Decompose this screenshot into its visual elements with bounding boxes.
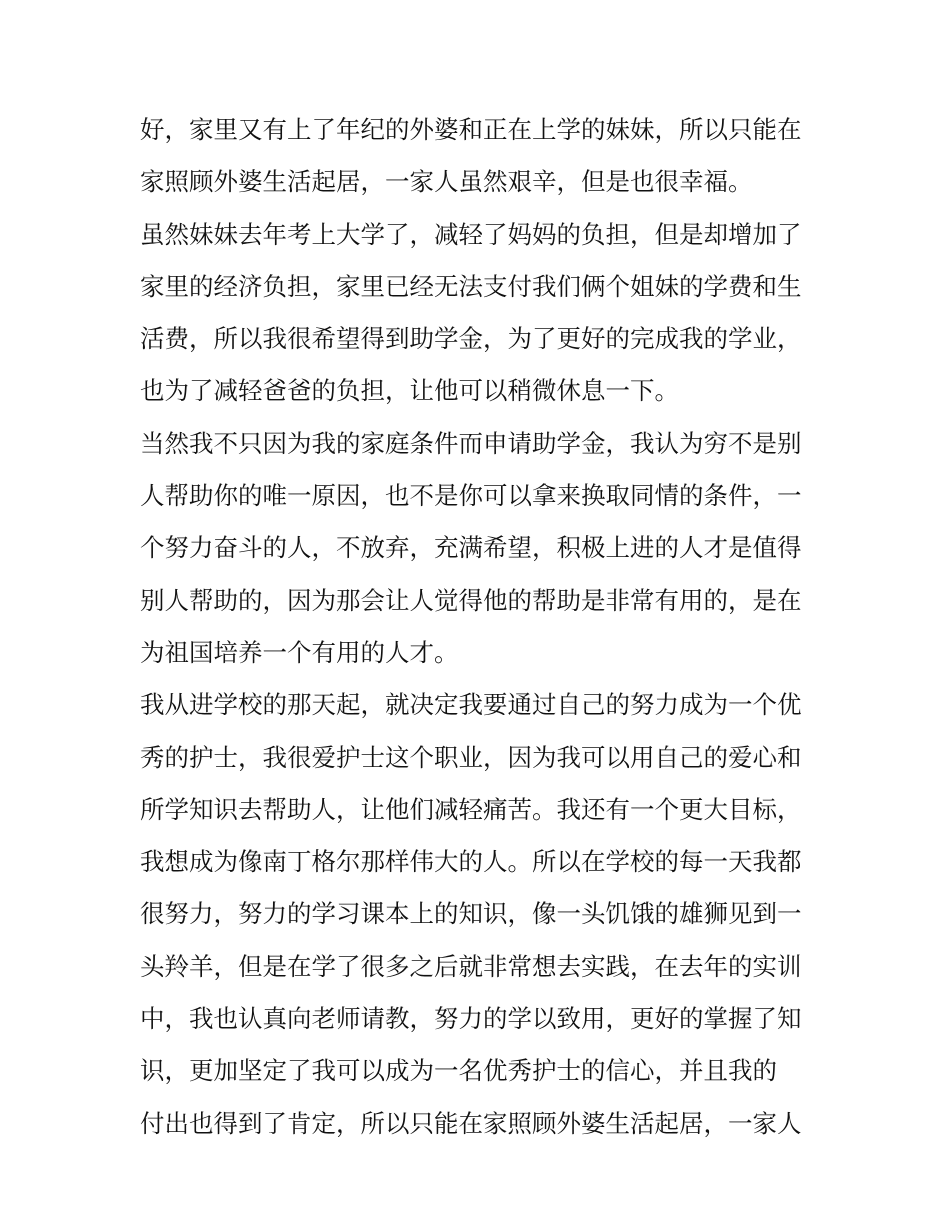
text-line: 个努力奋斗的人，不放弃，充满希望，积极上进的人才是值得 xyxy=(140,533,802,563)
text-line: 头羚羊，但是在学了很多之后就非常想去实践，在去年的实训 xyxy=(140,951,802,981)
text-line: 所学知识去帮助人，让他们减轻痛苦。我还有一个更大目标， xyxy=(140,794,802,824)
text-line: 识，更加坚定了我可以成为一名优秀护士的信心，并且我的 xyxy=(140,1056,777,1086)
text-line: 好，家里又有上了年纪的外婆和正在上学的妹妹，所以只能在 xyxy=(140,115,802,144)
text-line: 家照顾外婆生活起居，一家人虽然艰辛，但是也很幸福。 xyxy=(140,167,753,197)
text-line: 当然我不只因为我的家庭条件而申请助学金，我认为穷不是别 xyxy=(140,428,802,458)
text-line: 家里的经济负担，家里已经无法支付我们俩个姐妹的学费和生 xyxy=(140,271,802,301)
body-text xyxy=(140,104,820,1150)
text-line: 为祖国培养一个有用的人才。 xyxy=(140,637,459,667)
text-line: 秀的护士，我很爱护士这个职业，因为我可以用自己的爱心和 xyxy=(140,742,802,772)
text-line: 别人帮助的，因为那会让人觉得他的帮助是非常有用的，是在 xyxy=(140,585,802,615)
text-line: 我想成为像南丁格尔那样伟大的人。所以在学校的每一天我都 xyxy=(140,847,802,877)
text-line: 虽然妹妹去年考上大学了，减轻了妈妈的负担，但是却增加了 xyxy=(140,219,802,249)
text-line: 也为了减轻爸爸的负担，让他可以稍微休息一下。 xyxy=(140,376,679,406)
text-line: 活费，所以我很希望得到助学金，为了更好的完成我的学业， xyxy=(140,324,802,354)
text-line: 很努力，努力的学习课本上的知识，像一头饥饿的雄狮见到一 xyxy=(140,899,802,929)
text-line: 人帮助你的唯一原因，也不是你可以拿来换取同情的条件，一 xyxy=(140,481,802,511)
text-line: 我从进学校的那天起，就决定我要通过自己的努力成为一个优 xyxy=(140,690,802,720)
text-line: 付出也得到了肯定，所以只能在家照顾外婆生活起居，一家人 xyxy=(140,1108,802,1138)
text-line: 中，我也认真向老师请教，努力的学以致用，更好的掌握了知 xyxy=(140,1004,802,1034)
